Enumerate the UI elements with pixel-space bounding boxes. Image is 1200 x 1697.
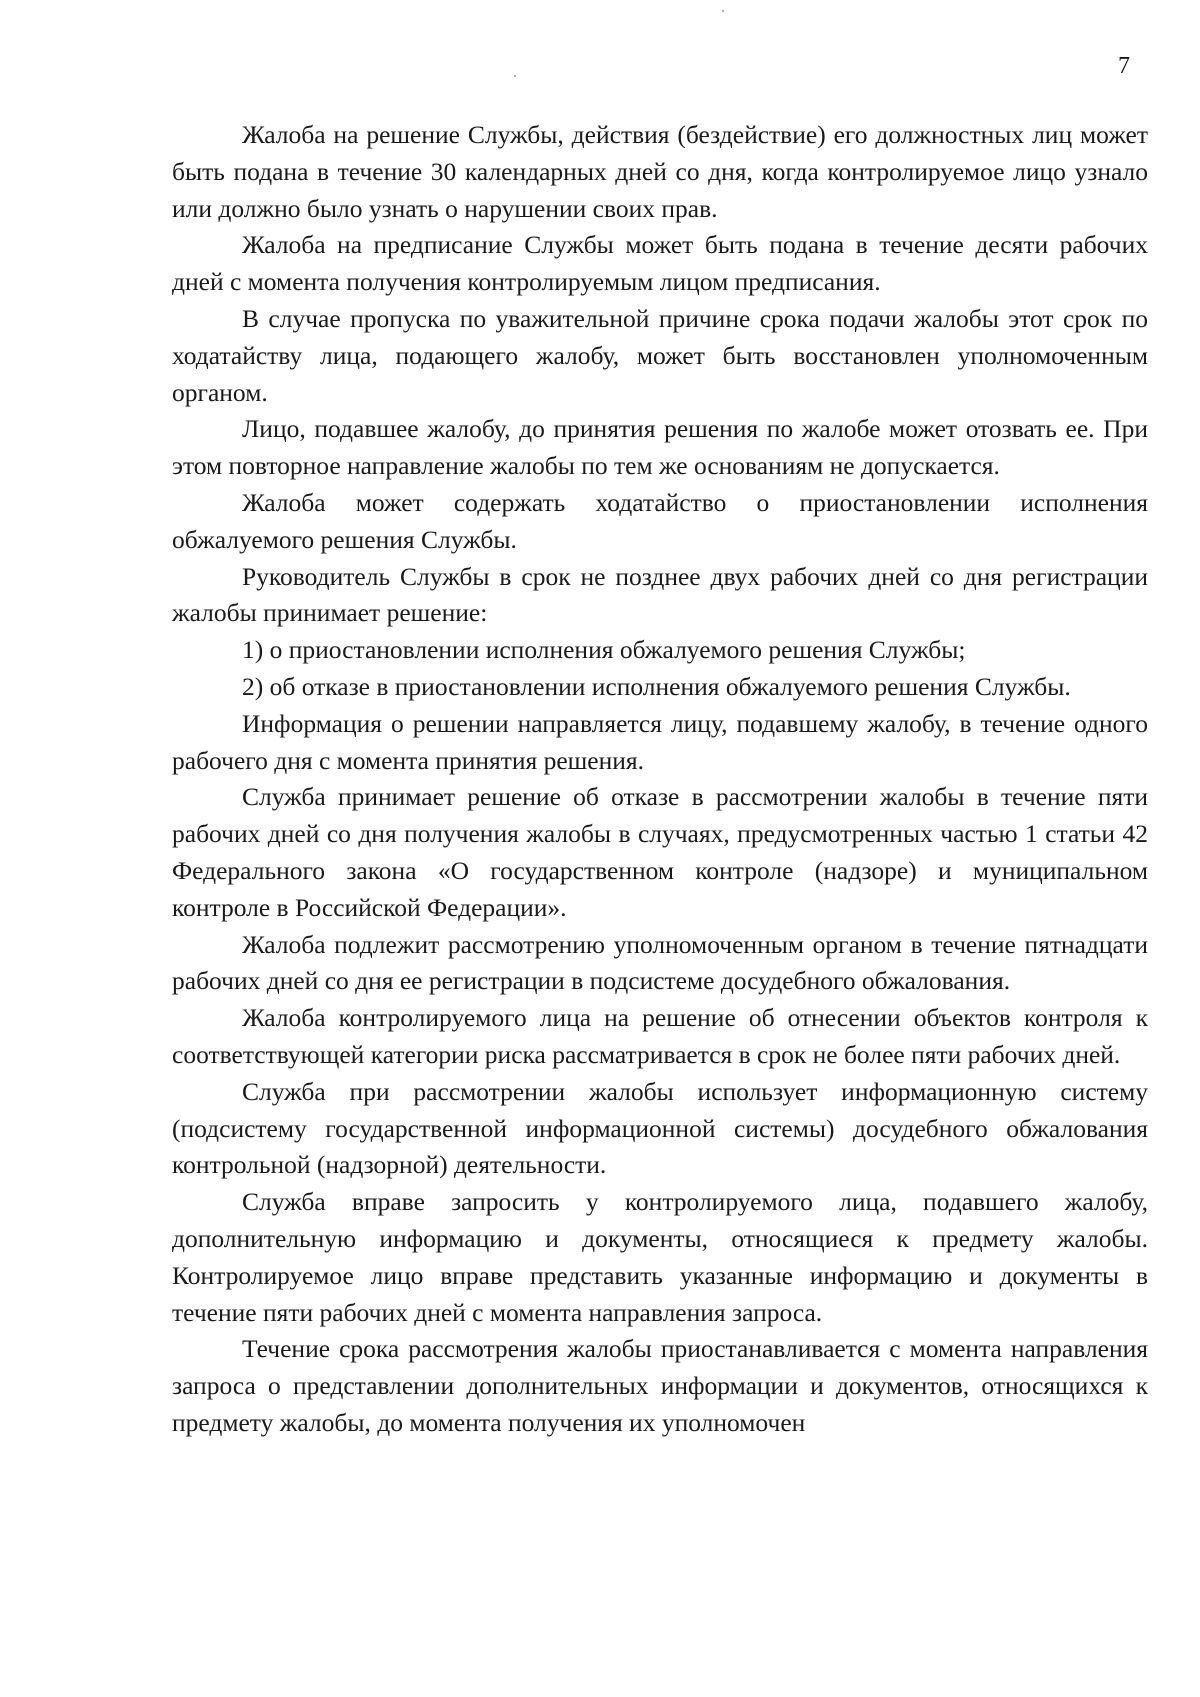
paragraph-head-decision: Руководитель Службы в срок не позднее двух рабочих дней со дня регистрации жалобы принимает решение: [172,561,1148,628]
paragraph-information-system: Служба при рассмотрении жалобы использует информационную систему (подсистему государственной информационной системы) досудебного обжалования контрольной (надзорной) деятельности. [172,1076,1148,1180]
paragraph-withdrawal: Лицо, подавшее жалобу, до принятия решения по жалобе может отозвать ее. При этом повторное направление жалобы по тем же основаниям не допускается. [172,414,1148,481]
paragraph-review-period: Жалоба подлежит рассмотрению уполномоченным органом в течение пятнадцати рабочих дней со дня ее регистрации в подсистеме досудебного обжалования. [172,929,1148,996]
page-number: 7 [1118,53,1130,79]
paragraph-additional-documents: Служба вправе запросить у контролируемого лица, подавшего жалобу, дополнительную информацию и документы, относящиеся к предмету жалобы. Контролируемое лицо вправе представить указанные информацию и документы в течение пяти рабочих дней с момента направления запроса. [172,1187,1148,1327]
paragraph-deadline-restoration: В случае пропуска по уважительной причине срока подачи жалобы этот срок по ходатайству лица, подающего жалобу, может быть восстановлен уполномоченным органом. [172,303,1148,407]
paragraph-complaint-deadline: Жалоба на решение Службы, действия (бездействие) его должностных лиц может быть подана в течение 30 календарных дней со дня, когда контролируемое лицо узнало или должно было узнать о нарушении своих прав. [172,120,1148,223]
list-item-suspension: 1) о приостановлении исполнения обжалуемого решения Службы; [242,635,966,665]
paragraph-suspension-petition: Жалоба может содержать ходатайство о приостановлении исполнения обжалуемого решения Службы. [172,487,1148,554]
scan-speck [514,75,516,77]
paragraph-refusal-to-consider: Служба принимает решение об отказе в рассмотрении жалобы в течение пяти рабочих дней со дня получения жалобы в случаях, предусмотренных частью 1 статьи 42 Федерального закона «О государственном контроле (надзоре) и муниципальном контроле в Российской Федерации». [172,782,1148,922]
document-body [172,117,1148,1442]
paragraph-order-complaint: Жалоба на предписание Службы может быть подана в течение десяти рабочих дней с момента получения контролируемым лицом предписания. [172,230,1148,297]
paragraph-decision-notice: Информация о решении направляется лицу, подавшему жалобу, в течение одного рабочего дня с момента принятия решения. [172,708,1148,775]
paragraph-period-suspension: Течение срока рассмотрения жалобы приостанавливается с момента направления запроса о представлении дополнительных информации и документов, относящихся к предмету жалобы, до момента получения их уполномочен [172,1334,1148,1437]
paragraph-risk-category: Жалоба контролируемого лица на решение об отнесении объектов контроля к соответствующей категории риска рассматривается в срок не более пяти рабочих дней. [172,1003,1148,1069]
list-item-refusal: 2) об отказе в приостановлении исполнения обжалуемого решения Службы. [242,671,1071,701]
scan-speck [722,10,724,12]
